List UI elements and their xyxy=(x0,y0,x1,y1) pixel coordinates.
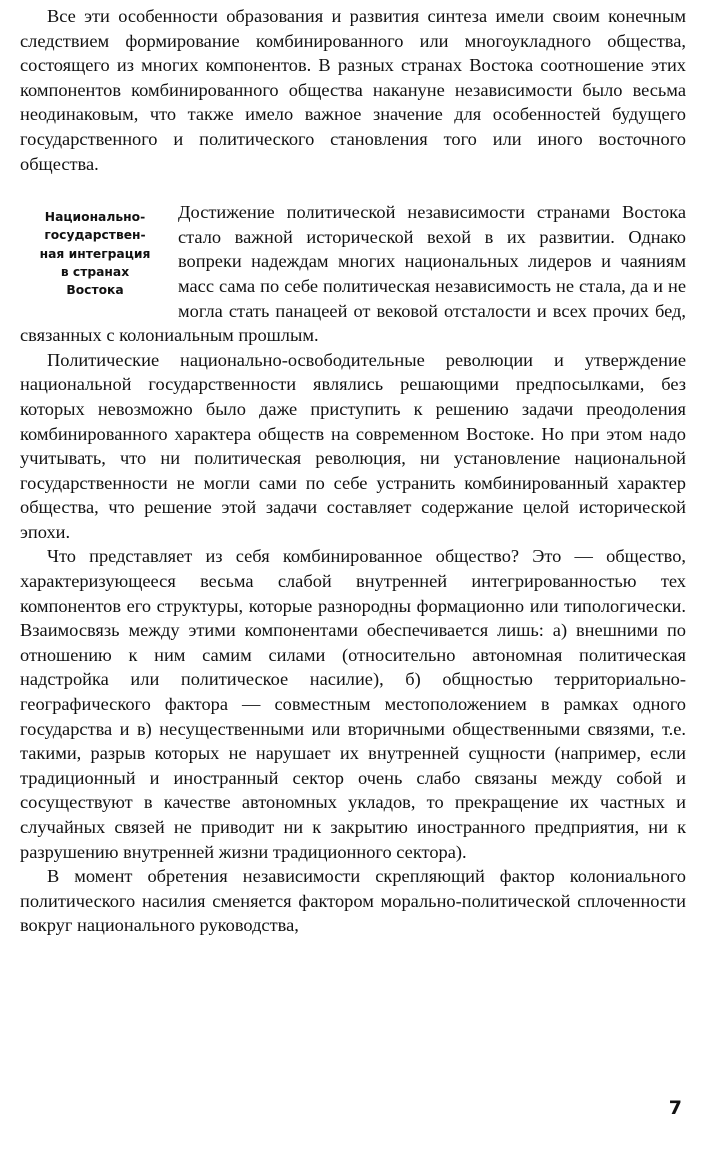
margin-heading xyxy=(20,208,170,299)
margin-heading-line: государствен- xyxy=(44,228,146,243)
paragraph-combined-society: Что представляет из себя комбинированное общество? Это — общество, характеризующееся весьма слабой внутренней интегрированностью тех компонентов его структуры, которые разнородны формационно или типологически. Взаимосвязь между этими компонентами обеспечивается лишь: а) внешними по отношению к ним самим силами (относительно автономная политическая надстройка или политическое насилие), б) общностью территориально-географического фактора — совместным местоположением в рамках одного государства и в) несущественными или вторичными общественными связями, т.е. такими, разрыв которых не нарушает их внутренней сущности (например, если традиционный и иностранный сектор очень слабо связаны между собой и сосуществуют в качестве автономных укладов, то прекращение их частных и случайных связей не приводит ни к закрытию иностранного предприятия, ни к разрушению внутренней жизни традиционного сектора). xyxy=(20,546,686,862)
page-body xyxy=(20,4,686,938)
section-national-integration xyxy=(20,200,686,348)
paragraph-revolutions: Политические национально-освободительные революции и утверждение национальной государственности являлись решающими предпосылками, без которых невозможно было даже приступить к решению задачи преодоления комбинированного характера обществ на современном Востоке. Но при этом надо учитывать, что ни политическая революция, ни установление национальной государственности не могли сами по себе устранить комбинированный характер общества, что решение этой задачи составляет содержание целой исторической эпохи. xyxy=(20,349,686,542)
page-number: 7 xyxy=(668,1097,682,1119)
paragraph-independence: В момент обретения независимости скрепляющий фактор колониального политического насилия сменяется фактором морально-политической сплоченности вокруг национального руководства, xyxy=(20,866,686,936)
margin-heading-line: Востока xyxy=(66,282,124,297)
margin-heading-line: ная интеграция xyxy=(39,246,151,261)
margin-heading-line: в странах xyxy=(60,264,130,279)
margin-heading-line: Национально- xyxy=(44,210,146,225)
paragraph-intro: Все эти особенности образования и развития синтеза имели своим конечным следствием формирование комбинированного или многоукладного общества, состоящего из многих компонентов. В разных странах Востока соотношение этих компонентов комбинированного общества накануне независимости было весьма неодинаковым, что также имело важное значение для особенностей будущего государственного и политического становления того или иного восточного общества. xyxy=(20,6,686,174)
paragraph-section-start: Достижение политической независимости странами Востока стало важной исторической вехой в их развитии. Однако вопреки надеждам многих национальных лидеров и чаяниям масс сама по себе политическая независимость не стала, да и не могла стать панацеей от вековой отсталости и всех прочих бед, связанных с колониальным прошлым. xyxy=(20,202,686,346)
